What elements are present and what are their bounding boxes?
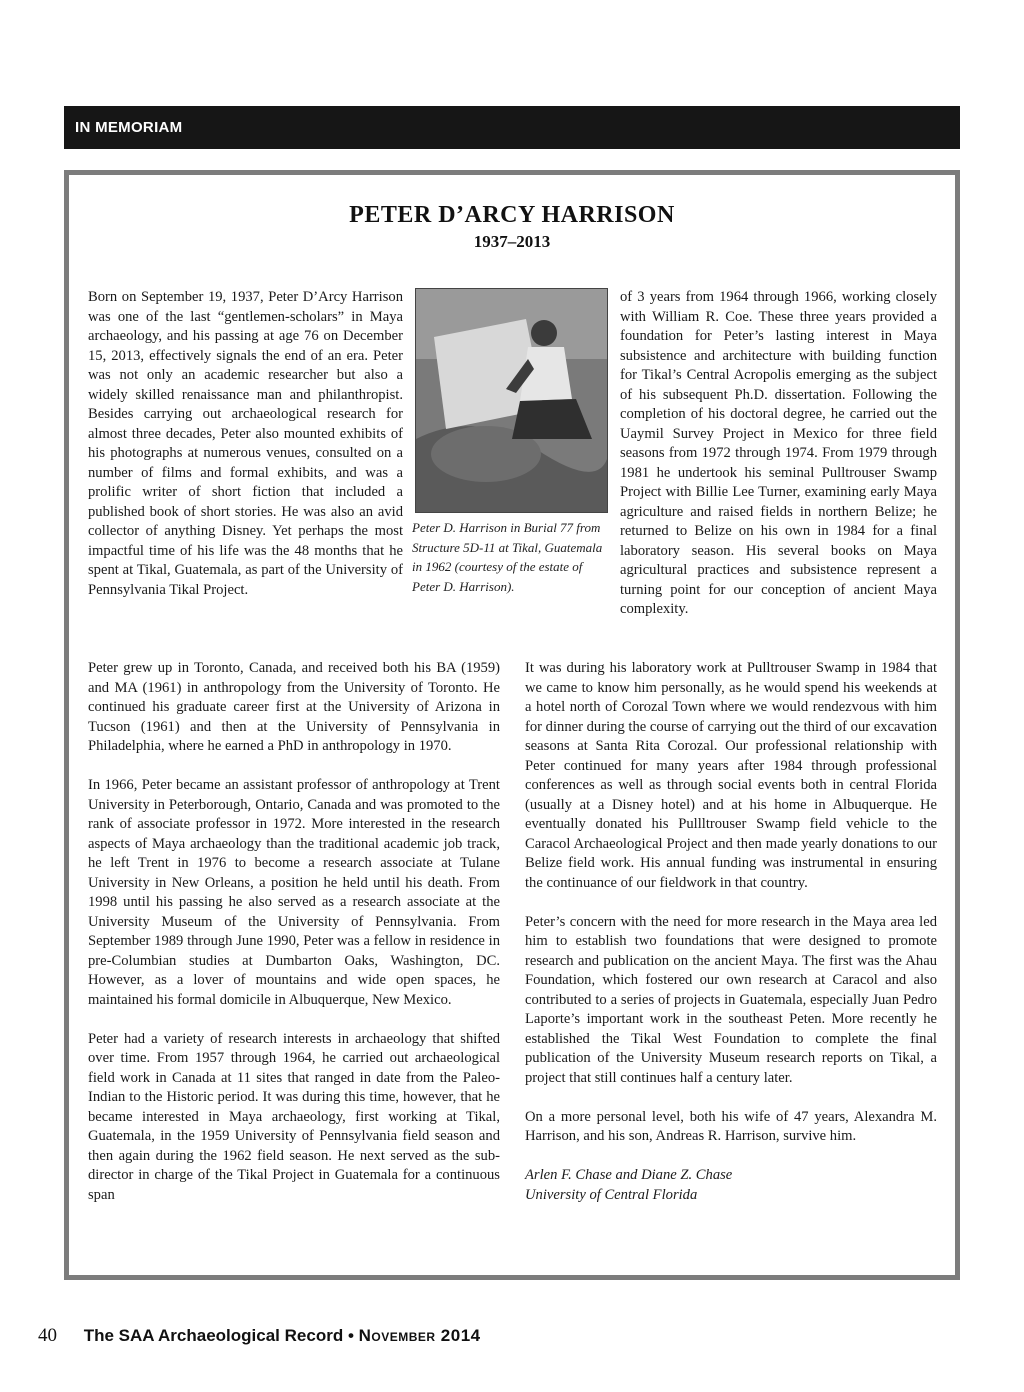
- publication-name: The SAA Archaeological Record: [83, 1326, 344, 1345]
- body-paragraph: On a more personal level, both his wife of 47 years, Alexandra M. Harrison, and his son, Andreas R. Harrison, survive him.: [525, 1108, 937, 1144]
- body-paragraph: In 1966, Peter became an assistant professor of anthropology at Trent University in Peterborough, Ontario, Canada and was promoted to the rank of associate professor in 1972. More interested in the research aspects of Maya archaeology than the traditional academic job track, he left Trent in 1976 to become a research associate at Tulane University in New Orleans, a position he held until his death. From 1998 until his passing he also served as a research associate at the University Museum of the University of Pennsylvania. From September 1989 through June 1990, Peter was a fellow in residence in pre-Columbian studies at Dumbarton Oaks, Washington, DC. However, as a lover of mountains and wide open spaces, he maintained his formal domicile in Albuquerque, New Mexico.: [88, 777, 500, 1008]
- author-names: Arlen F. Chase and Diane Z. Chase: [525, 1167, 733, 1183]
- article-years: 1937–2013: [473, 232, 551, 251]
- body-paragraph: Peter’s concern with the need for more research in the Maya area led him to establish two foundations that were designed to promote research and publication on the ancient Maya. The first was the Ahau Foundation, which fostered our own research at Caracol and also contributed to a series of projects in Guatemala, especially Juan Pedro Laporte’s important work in the southeast Peten. More recently he established the Tikal West Foundation to complete the final publication of the University Museum research reports on Tikal, a project that still continues half a century later.: [525, 913, 937, 1086]
- photo-caption: Peter D. Harrison in Burial 77 from Structure 5D-11 at Tikal, Guatemala in 1962 (courtesy of the estate of Peter D. Harrison).: [412, 520, 603, 594]
- photo-illustration: [416, 289, 607, 512]
- archival-photo: [415, 288, 608, 513]
- body-paragraph: It was during his laboratory work at Pulltrouser Swamp in 1984 that we came to know him personally, as he would spend his weekends at a hotel north of Corozal Town where we would rendezvous with him for dinner during the course of carrying out the third of our excavation seasons at Santa Rita Corozal. Our professional relationship with Peter continued for many years after 1984 through professional conferences as well as through social events both in central Florida (usually at a Disney hotel) and at his home in Albuquerque. He eventually donated his Pullltrouser Swamp field vehicle to the Caracol Archaeological Project and then made yearly donations to our Belize field work. His annual funding was instrumental in ensuring the continuance of our fieldwork in that country.: [525, 660, 937, 891]
- issue-date: November 2014: [358, 1326, 481, 1345]
- main-left-column: [88, 659, 500, 1205]
- body-paragraph: Peter grew up in Toronto, Canada, and received both his BA (1959) and MA (1961) in anthropology from the University of Toronto. He continued his graduate career first at the University of Arizona in Tucson (1961) and then at the University of Pennsylvania in Philadelphia, where he earned a PhD in anthropology in 1970.: [88, 660, 500, 754]
- intro-right-column: [620, 288, 937, 620]
- page-footer: [38, 1325, 481, 1347]
- section-banner: [64, 106, 960, 149]
- body-paragraph: Peter had a variety of research interests in archaeology that shifted over time. From 1957 through 1964, he carried out archaeological field work in Canada at 11 sites that ranged in date from the Paleo-Indian to the Historic period. It was during this time, however, that he became interested in Maya archaeology, first working at Tikal, Guatemala, in the 1959 University of Pennsylvania field season and then again during the 1962 field season. He next served as the sub-director in charge of the Tikal Project in Guatemala for a continuous span: [88, 1030, 500, 1203]
- section-label: IN MEMORIAM: [75, 119, 183, 136]
- article-title: PETER D’ARCY HARRISON: [349, 202, 675, 228]
- footer-separator: •: [347, 1326, 354, 1345]
- author-affiliation: University of Central Florida: [525, 1186, 698, 1203]
- intro-left-paragraph: Born on September 19, 1937, Peter D’Arcy Harrison was one of the last “gentlemen-scholars” in Maya archaeology, and his passing at age 76 on December 15, 2013, effectively signals the end of an era. Peter was not only an academic researcher but also a widely skilled renaissance man and philanthropist. Besides carrying out archaeological research for almost three decades, Peter also mounted exhibits of his photographs at numerous venues, consulted on a number of films and formal exhibits, and was a prolific writer of short fiction that included a published book of short stories. He was also an avid collector of anything Disney. Yet perhaps the most impactful time of his life was the 48 months that he spent at Tikal, Guatemala, as part of the University of Pennsylvania Tikal Project.: [88, 289, 403, 598]
- author-signature: [525, 1166, 937, 1205]
- intro-right-paragraph: of 3 years from 1964 through 1966, working closely with William R. Coe. These three years provided a foundation for Peter’s lasting interest in Maya subsistence and architecture with building function for Tikal’s Central Acropolis emerging as the subject of his subsequent Ph.D. dissertation. Following the completion of his doctoral degree, he carried out the Uaymil Survey Project in Mexico for three field seasons from 1972 through 1974. From 1979 through 1981 he undertook his seminal Pulltrouser Swamp Project with Billie Lee Turner, examining early Maya agriculture and raised fields in northern Belize; he returned to Belize on his own in 1984 for a final laboratory season. His several books on Maya agricultural practices and subsistence represent a turning point for our conception of ancient Maya complexity.: [620, 289, 937, 617]
- main-right-column: [525, 659, 937, 1205]
- intro-left-column: [88, 288, 403, 600]
- page-number: 40: [38, 1325, 57, 1346]
